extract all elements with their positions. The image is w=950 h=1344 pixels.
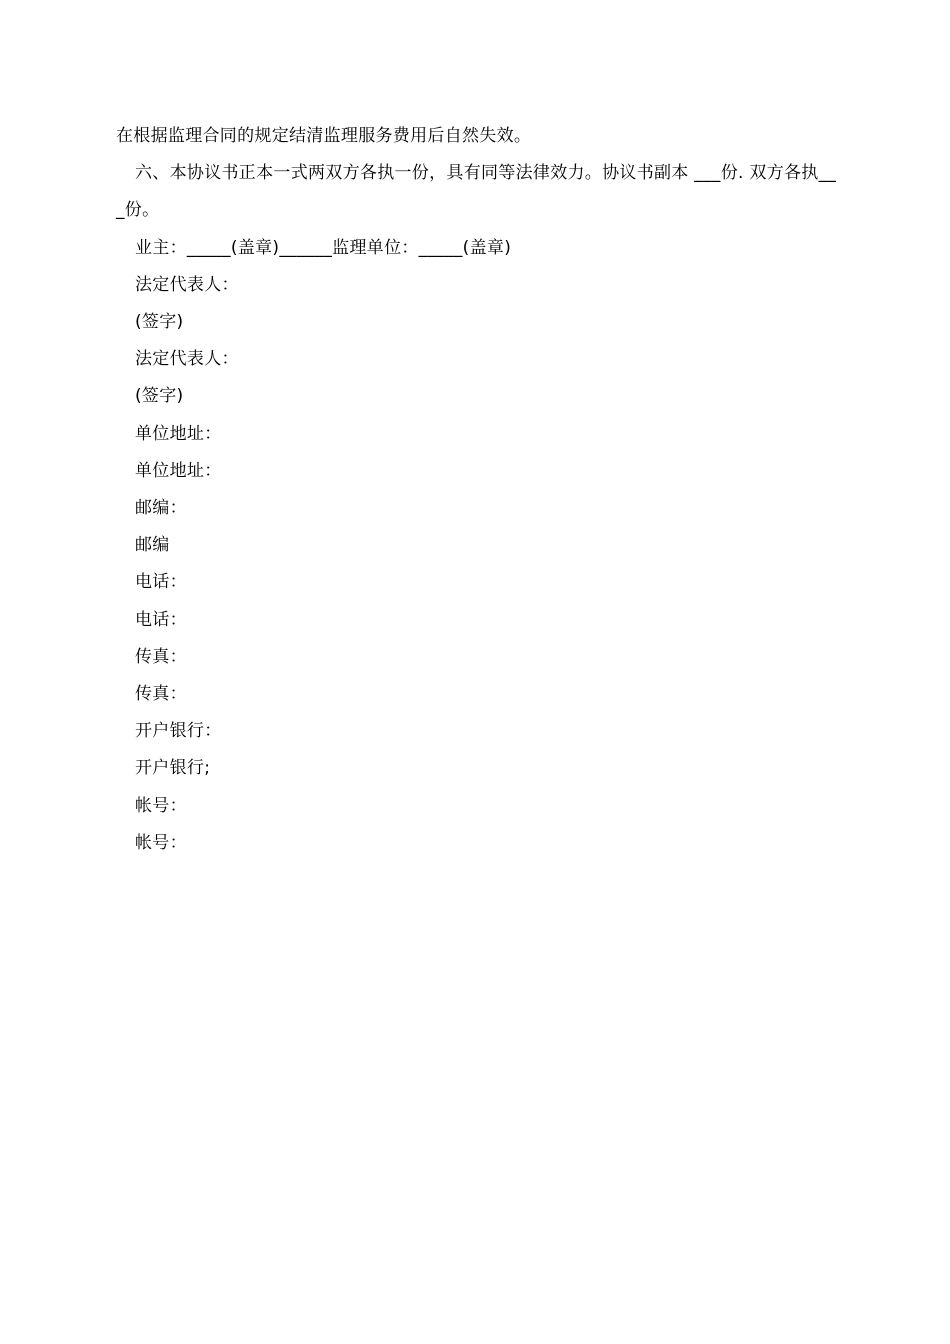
bank-label: 开户银行; [135,758,211,779]
signature-label: (签字) [135,386,184,407]
paragraph-continuation: 在根据监理合同的规定结清监理服务费用后自然失效。 [116,126,532,146]
signature-header-line: 业主：_____(盖章)______监理单位：_____(盖章) [135,237,512,258]
signature-label: (签字) [135,312,184,333]
unit-address-label: 单位地址： [135,460,222,481]
paragraph-clause-six: 六、本协议书正本一式两双方各执一份，具有同等法律效力。协议书副本 ___份. 双方各执___份。 [116,163,837,221]
account-number-label: 帐号： [135,832,187,853]
postcode-label: 邮编 [135,535,170,556]
postcode-label: 邮编： [135,498,187,519]
fax-label: 传真： [135,646,187,667]
phone-label: 电话： [135,609,187,630]
phone-label: 电话： [135,572,187,593]
legal-representative-label: 法定代表人： [135,349,239,370]
unit-address-label: 单位地址： [135,423,222,444]
legal-representative-label: 法定代表人： [135,274,239,295]
bank-label: 开户银行： [135,721,222,742]
document-body [116,118,840,862]
account-number-label: 帐号： [135,795,187,816]
fax-label: 传真： [135,684,187,705]
